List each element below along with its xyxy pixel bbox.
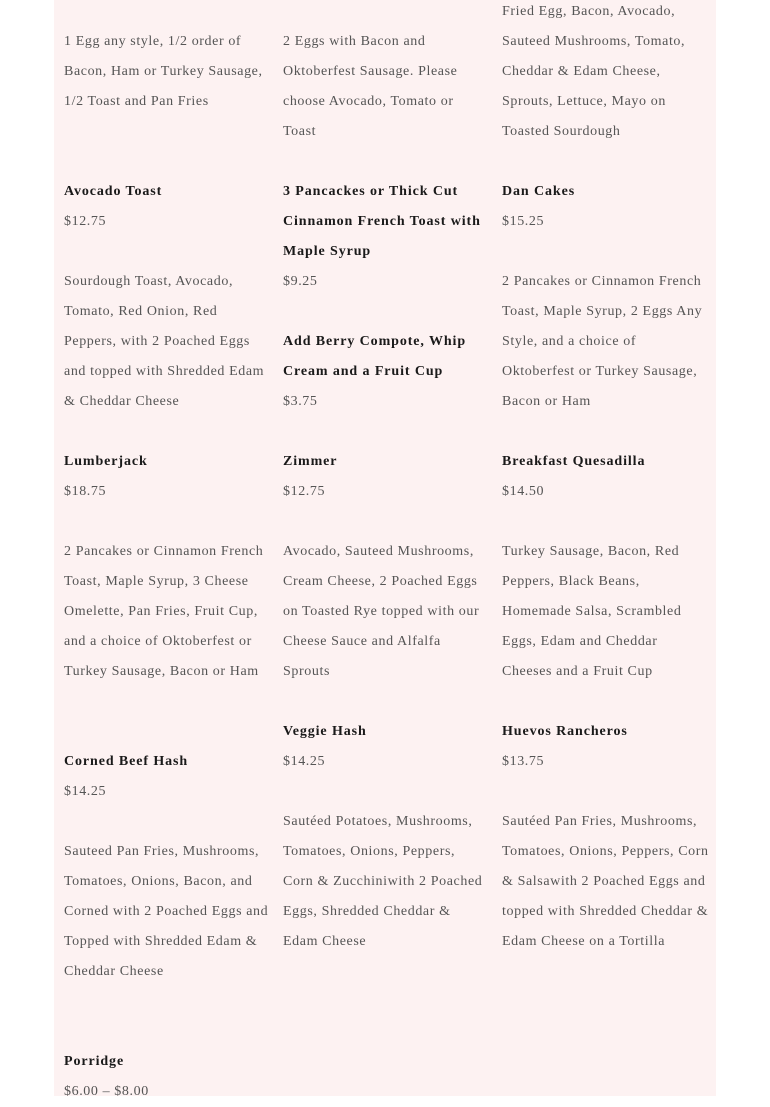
menu-item-price: $14.25 [283, 754, 326, 769]
menu-item-name: Lumberjack [64, 454, 148, 469]
menu-item-description: Sourdough Toast, Avocado, Tomato, Red Onion, Red Peppers, with 2 Poached Eggs and topped with Shredded Edam & Cheddar Cheese [64, 274, 265, 409]
menu-item-name: Corned Beef Hash [64, 754, 189, 769]
menu-item-price: $13.75 [502, 754, 545, 769]
menu-item-name: Breakfast Quesadilla [502, 454, 646, 469]
menu-item-description: 2 Pancakes or Cinnamon French Toast, Maple Syrup, 2 Eggs Any Style, and a choice of Oktoberfest or Turkey Sausage, Bacon or Ham [502, 274, 703, 409]
menu-item-description: Sautéed Pan Fries, Mushrooms, Tomatoes, Onions, Peppers, Corn & Salsawith 2 Poached Eggs and topped with Shredded Cheddar & Edam Cheese on a Tortilla [502, 814, 709, 949]
menu-item-description: 2 Pancakes or Cinnamon French Toast, Maple Syrup, 3 Cheese Omelette, Pan Fries, Fruit Cup, and a choice of Oktoberfest or Turkey Sausage, Bacon or Ham [64, 544, 264, 679]
menu-item-name: Add Berry Compote, Whip Cream and a Fruit Cup [283, 334, 467, 379]
menu-item-name: 3 Pancackes or Thick Cut Cinnamon French Toast with Maple Syrup [283, 184, 481, 259]
menu-item-description: Sautéed Potatoes, Mushrooms, Tomatoes, Onions, Peppers, Corn & Zucchiniwith 2 Poached Eggs, Shredded Cheddar & Edam Cheese [283, 814, 483, 949]
menu-item-price: $6.00 – $8.00 [64, 1084, 149, 1099]
menu-item-price: $18.75 [64, 484, 107, 499]
menu-item-price: $12.75 [64, 214, 107, 229]
menu-item-price: $3.75 [283, 394, 318, 409]
menu-item-name: Avocado Toast [64, 184, 163, 199]
menu-item-price: $15.25 [502, 214, 545, 229]
menu-item-price: $14.25 [64, 784, 107, 799]
menu-item-description: Turkey Sausage, Bacon, Red Peppers, Black Beans, Homemade Salsa, Scrambled Eggs, Edam and Cheddar Cheeses and a Fruit Cup [502, 544, 682, 679]
menu-item-description: Sauteed Pan Fries, Mushrooms, Tomatoes, Onions, Bacon, and Corned with 2 Poached Eggs and Topped with Shredded Edam & Cheddar Cheese [64, 844, 269, 979]
menu-item-description: 1 Egg any style, 1/2 order of Bacon, Ham or Turkey Sausage, 1/2 Toast and Pan Fries [64, 34, 263, 109]
menu-item-name: Zimmer [283, 454, 338, 469]
menu-item-name: Huevos Rancheros [502, 724, 628, 739]
menu-item-price: $14.50 [502, 484, 545, 499]
menu-item-name: Porridge [64, 1054, 125, 1069]
menu-item-name: Dan Cakes [502, 184, 576, 199]
menu-item-name: Veggie Hash [283, 724, 367, 739]
menu-item-price: $9.25 [283, 274, 318, 289]
menu-item-description: Fried Egg, Bacon, Avocado, Sauteed Mushrooms, Tomato, Cheddar & Edam Cheese, Sprouts, Lettuce, Mayo on Toasted Sourdough [502, 4, 686, 139]
menu-item-description: Avocado, Sauteed Mushrooms, Cream Cheese, 2 Poached Eggs on Toasted Rye topped with our Cheese Sauce and Alfalfa Sprouts [283, 544, 480, 679]
menu-item-price: $12.75 [283, 484, 326, 499]
menu-item-description: 2 Eggs with Bacon and Oktoberfest Sausage. Please choose Avocado, Tomato or Toast [283, 34, 458, 139]
